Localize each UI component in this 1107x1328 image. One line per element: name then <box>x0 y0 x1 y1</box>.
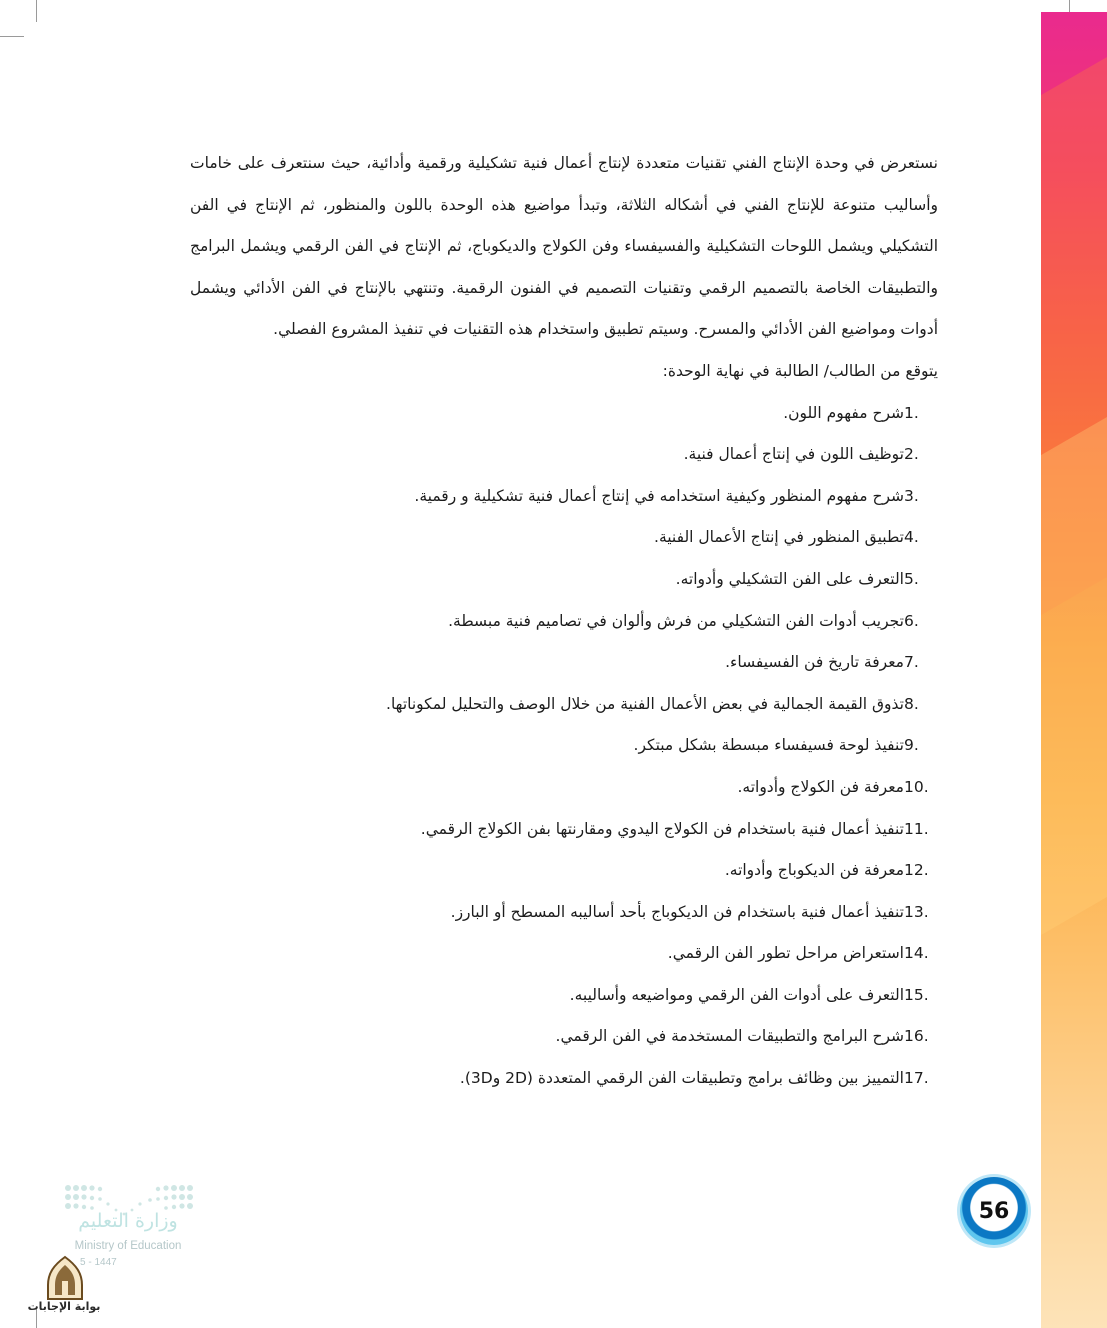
ministry-year: 5 - 1447 <box>80 1257 117 1268</box>
objective-item <box>190 434 938 476</box>
crop-mark <box>0 36 24 37</box>
objective-item <box>190 517 938 559</box>
objective-item <box>190 892 938 934</box>
objectives-list <box>190 393 938 1100</box>
objective-text: تنفيذ لوحة فسيفساء مبسطة بشكل مبتكر. <box>633 736 904 755</box>
objective-text: تنفيذ أعمال فنية باستخدام فن الكولاج اليدوي ومقارنتها بفن الكولاج الرقمي. <box>420 819 904 838</box>
objective-text: شرح البرامج والتطبيقات المستخدمة في الفن الرقمي. <box>555 1027 904 1046</box>
objective-item <box>190 725 938 767</box>
objective-number: 6. <box>904 611 919 630</box>
objective-number: 8. <box>904 694 919 713</box>
objective-number: 16. <box>904 1027 929 1046</box>
objective-text: شرح مفهوم اللون. <box>783 403 904 422</box>
objective-number: 17. <box>904 1069 929 1088</box>
ministry-name-english: Ministry of Education <box>74 1240 182 1252</box>
objective-text: معرفة فن الديكوباج وأدواته. <box>724 861 904 880</box>
objective-number: 2. <box>904 445 919 464</box>
decorative-side-strip <box>1041 12 1107 1328</box>
objective-text: تجريب أدوات الفن التشكيلي من فرش وألوان في تصاميم فنية مبسطة. <box>448 611 904 630</box>
objective-number: 4. <box>904 528 919 547</box>
unit-intro-content <box>190 143 938 1100</box>
objective-number: 12. <box>904 861 929 880</box>
objective-item <box>190 850 938 892</box>
watermark-emblem-icon <box>42 1255 88 1303</box>
objective-number: 15. <box>904 985 929 1004</box>
objective-item <box>190 975 938 1017</box>
objective-number: 11. <box>904 819 929 838</box>
objective-text: تطبيق المنظور في إنتاج الأعمال الفنية. <box>654 528 904 547</box>
objective-item <box>190 809 938 851</box>
objective-number: 9. <box>904 736 919 755</box>
objective-item <box>190 767 938 809</box>
objective-item <box>190 933 938 975</box>
objective-number: 1. <box>904 403 919 422</box>
objective-item <box>190 1016 938 1058</box>
objective-item <box>190 684 938 726</box>
page-number: 56 <box>978 1198 1010 1224</box>
objective-text: معرفة تاريخ فن الفسيفساء. <box>725 653 904 672</box>
expectations-title: يتوقع من الطالب/ الطالبة في نهاية الوحدة: <box>662 361 938 380</box>
objective-text: استعراض مراحل تطور الفن الرقمي. <box>667 944 904 963</box>
objective-text: التمييز بين وظائف برامج وتطبيقات الفن الرقمي المتعددة (2D و3D). <box>459 1069 904 1088</box>
ministry-name-arabic: وزارة التعليم <box>78 1210 178 1232</box>
objective-number: 5. <box>904 569 919 588</box>
intro-paragraph: نستعرض في وحدة الإنتاج الفني تقنيات متعددة لإنتاج أعمال فنية تشكيلية ورقمية وأدائية، حيث سنتعرف على خامات وأساليب متنوعة للإنتاج الفني في أشكاله الثلاثة، وتبدأ مواضيع هذه الوحدة باللون والمنظور، ثم الإنتاج في الفن التشكيلي ويشمل اللوحات التشكيلية والفسيفساء وفن الكولاج والديكوباج، ثم الإنتاج في الفن الرقمي ويشمل البرامج والتطبيقات الخاصة بالتصميم الرقمي وتقنيات التصميم في الفنون الرقمية. وتنتهي بالإنتاج في الفن الأدائي ويشمل أدوات ومواضيع الفن الأدائي والمسرح. وسيتم تطبيق واستخدام هذه التقنيات في تنفيذ المشروع الفصلي. <box>190 154 938 339</box>
objective-text: توظيف اللون في إنتاج أعمال فنية. <box>683 445 904 464</box>
objective-text: تذوق القيمة الجمالية في بعض الأعمال الفنية من خلال الوصف والتحليل لمكوناتها. <box>386 694 904 713</box>
objective-number: 10. <box>904 777 929 796</box>
objective-number: 14. <box>904 944 929 963</box>
objective-item <box>190 642 938 684</box>
objective-item <box>190 559 938 601</box>
watermark-text: بوابة الإجابات <box>27 1300 101 1313</box>
objective-number: 3. <box>904 486 919 505</box>
objective-item <box>190 1058 938 1100</box>
objective-number: 7. <box>904 653 919 672</box>
objective-number: 13. <box>904 902 929 921</box>
objective-item <box>190 476 938 518</box>
objective-item <box>190 601 938 643</box>
objective-text: شرح مفهوم المنظور وكيفية استخدامه في إنتاج أعمال فنية تشكيلية و رقمية. <box>414 486 904 505</box>
objective-item <box>190 393 938 435</box>
page-number-badge <box>960 1177 1028 1245</box>
objective-text: التعرف على أدوات الفن الرقمي ومواضيعه وأساليبه. <box>569 985 904 1004</box>
objective-text: تنفيذ أعمال فنية باستخدام فن الديكوباج بأحد أساليبه المسطح أو البارز. <box>450 902 904 921</box>
crop-mark <box>36 0 37 22</box>
objective-text: التعرف على الفن التشكيلي وأدواته. <box>675 569 904 588</box>
objective-text: معرفة فن الكولاج وأدواته. <box>737 777 904 796</box>
